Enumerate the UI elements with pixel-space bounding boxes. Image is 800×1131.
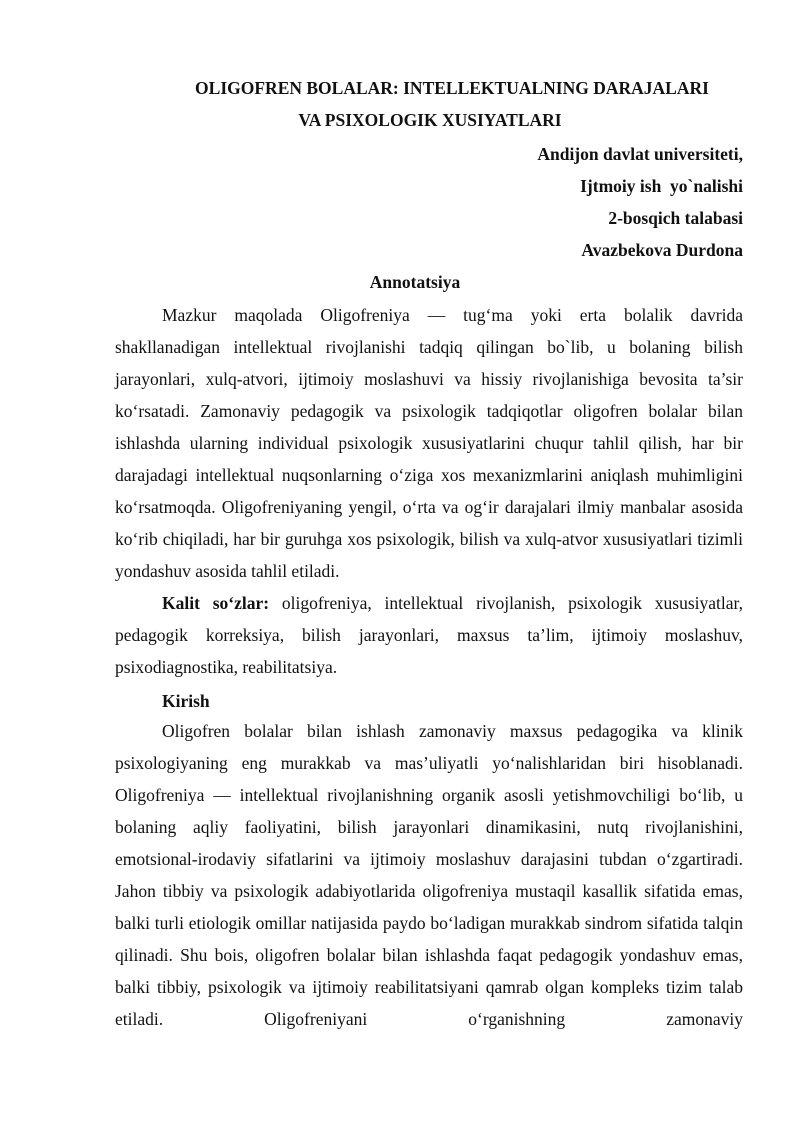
keywords-text: oligofreniya, intellektual rivojlanish, psixologik xususiyatlar, pedagogik korreksiya, bilish jarayonlari, maxsus ta’lim, ijtimoiy moslashuv, psixodiagnostika, reabilitatsiya. [115,593,744,677]
title-line-2: VA PSIXOLOGIK XUSIYATLARI [298,110,562,130]
affiliation-program: Ijtmoiy ish yo`nalishi [580,176,743,196]
keywords-paragraph [115,587,743,683]
affiliation-level: 2-bosqich talabasi [608,208,743,228]
annotation-paragraph: Mazkur maqolada Oligofreniya — tug‘ma yoki erta bolalik davrida shakllanadigan intellektual rivojlanishi tadqiq qilingan bo`lib, u bolaning bilish jarayonlari, xulq-atvori, ijtimoiy moslashuvi va hissiy rivojlanishiga bevosita ta’sir ko‘rsatadi. Zamonaviy pedagogik va psixologik tadqiqotlar oligofren bolalar bilan ishlashda ularning individual psixologik xususiyatlarini chuqur tahlil qilish, har bir darajadagi intellektual nuqsonlarning o‘ziga xos mexanizmlarini aniqlash muhimligini ko‘rsatmoqda. Oligofreniyaning yengil, o‘rta va og‘ir darajalari ilmiy manbalar asosida ko‘rib chiqiladi, har bir guruhga xos psixologik, bilish va xulq-atvor xususiyatlari tizimli yondashuv asosida tahlil etiladi. [115,305,743,581]
affiliation-university: Andijon davlat universiteti, [537,144,743,164]
author-name: Avazbekova Durdona [581,240,743,260]
intro-paragraph: Oligofren bolalar bilan ishlash zamonaviy maxsus pedagogika va klinik psixologiyaning eng murakkab va mas’uliyatli yo‘nalishlaridan biri hisoblanadi. Oligofreniya — intellektual rivojlanishning organik asosli yetishmovchiligi bo‘lib, u bolaning aqliy faoliyatini, bilish jarayonlari dinamikasini, nutq rivojlanishini, emotsional-irodaviy sifatlarini va ijtimoiy moslashuv darajasini tubdan o‘zgartiradi. Jahon tibbiy va psixologik adabiyotlarida oligofreniya mustaqil kasallik sifatida emas, balki turli etiologik omillar natijasida paydo bo‘ladigan murakkab sindrom sifatida talqin qilinadi. Shu bois, oligofren bolalar bilan ishlashda faqat pedagogik yondashuv emas, balki tibbiy, psixologik va ijtimoiy reabilitatsiyani qamrab olgan kompleks tizim talab etiladi. Oligofreniyani o‘rganishning zamonaviy [115,721,743,1029]
intro-heading: Kirish [162,691,210,711]
annotation-heading: Annotatsiya [369,272,461,292]
keywords-label: Kalit so‘zlar: [162,593,270,613]
title-line-1: OLIGOFREN BOLALAR: INTELLEKTUALNING DARAJALARI [195,78,709,98]
